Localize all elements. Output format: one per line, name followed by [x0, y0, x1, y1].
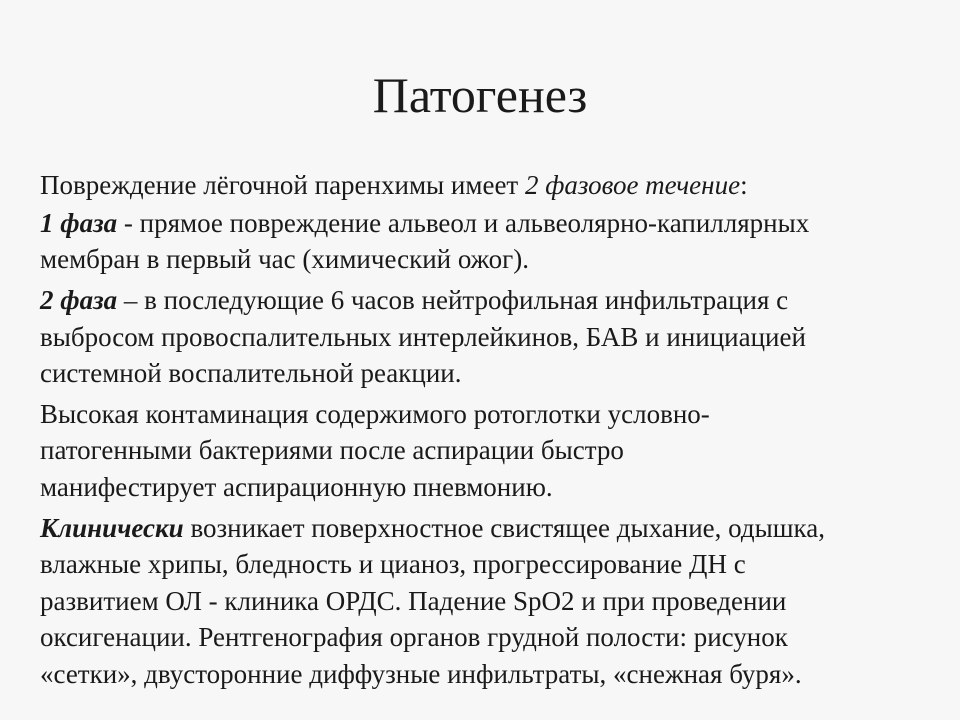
clinical-line-4: оксигенации. Рентгенография органов грудной полости: рисунок	[40, 622, 788, 653]
contamination-line-1: Высокая контаминация содержимого ротоглотки условно-	[40, 398, 710, 429]
clinical-line-3: развитием ОЛ - клиника ОРДС. Падение SpO2 и при проведении	[40, 585, 787, 616]
phase-1-line-2: мембран в первый час (химический ожог).	[40, 244, 529, 275]
contamination-line-2: патогенными бактериями после аспирации быстро	[40, 435, 624, 466]
paragraph-phase-2	[40, 282, 935, 392]
slide-title: Патогенез	[372, 67, 588, 123]
phases-intro-colon: :	[740, 170, 748, 200]
phases-intro-text: Повреждение лёгочной паренхимы имеет	[40, 170, 525, 200]
phase-1-line-1	[40, 205, 935, 242]
paragraph-phases-intro	[40, 167, 935, 204]
phase-2-line-1	[40, 282, 935, 319]
clinical-line-1	[40, 510, 935, 547]
phase-2-text-1: – в последующие 6 часов нейтрофильная инфильтрация с	[117, 284, 789, 315]
clinical-line-5: «сетки», двусторонние диффузные инфильтраты, «снежная буря».	[40, 658, 802, 689]
clinical-text-1: возникает поверхностное свистящее дыхание, одышка,	[183, 512, 825, 543]
paragraph-contamination	[40, 396, 935, 506]
contamination-line-3: манифестирует аспирационную пневмонию.	[40, 471, 553, 502]
phase-1-label: 1 фаза	[40, 207, 118, 238]
phases-intro-emphasis: 2 фазовое течение	[524, 170, 741, 200]
phase-1-text-1: - прямое повреждение альвеол и альвеолярно-капиллярных	[117, 207, 810, 238]
paragraph-clinical	[40, 510, 935, 693]
clinical-label: Клинически	[40, 512, 184, 543]
phase-2-label: 2 фаза	[40, 284, 118, 315]
phase-2-line-3: системной воспалительной реакции.	[40, 358, 462, 389]
clinical-line-2: влажные хрипы, бледность и цианоз, прогрессирование ДН с	[40, 549, 746, 580]
phase-2-line-2: выбросом провоспалительных интерлейкинов, БАВ и инициацией	[40, 321, 806, 352]
paragraph-phase-1	[40, 205, 935, 278]
slide-body	[40, 167, 935, 694]
